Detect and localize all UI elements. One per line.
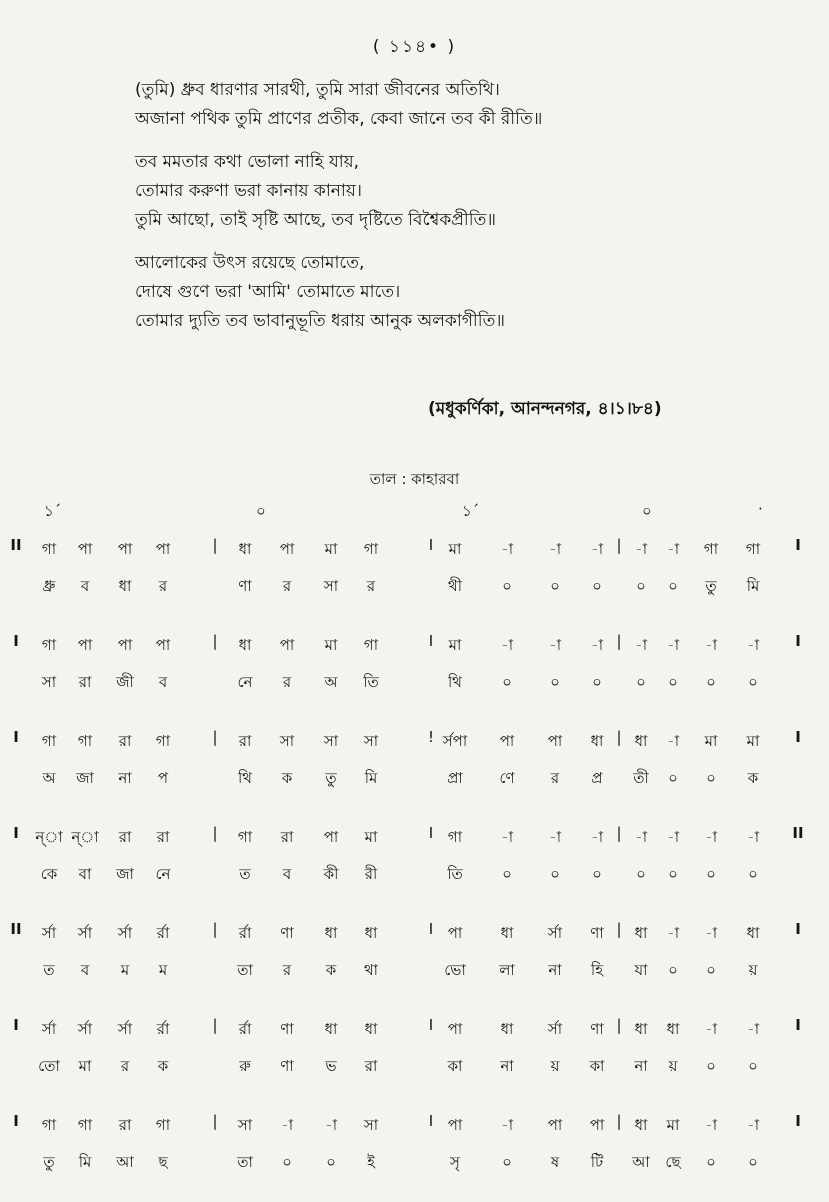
syllable-cell: নে — [155, 865, 171, 883]
syllable-cell: ণা — [280, 1057, 294, 1075]
note-cell: পা — [77, 540, 93, 558]
bar-separator: | — [212, 1112, 218, 1130]
note-cell: -া — [666, 540, 680, 558]
note-cell: র্রা — [238, 924, 252, 942]
note-cell: ধা — [364, 924, 378, 942]
syllable-cell: অ — [324, 673, 338, 691]
note-cell: -া — [548, 540, 562, 558]
start-barline: I — [13, 1016, 19, 1034]
syllable-cell: তু — [705, 577, 717, 595]
start-barline: I — [13, 632, 19, 650]
beat-marker: ০ — [642, 502, 652, 520]
note-cell: মা — [448, 540, 462, 558]
note-cell: -া — [746, 828, 760, 846]
note-cell: ধা — [238, 540, 252, 558]
note-cell: -া — [548, 636, 562, 654]
note-cell: র্সা — [41, 924, 57, 942]
note-cell: মা — [746, 732, 760, 750]
note-cell: -া — [500, 1116, 514, 1134]
syllable-cell: র — [282, 673, 292, 691]
note-cell: র্সা — [547, 924, 563, 942]
note-cell: ণা — [280, 1020, 294, 1038]
syllable-cell: ০ — [706, 769, 716, 787]
syllable-cell: ০ — [282, 1153, 292, 1171]
lyrics-stanza — [135, 249, 775, 336]
syllable-cell: র — [158, 577, 168, 595]
note-cell: পা — [589, 1116, 605, 1134]
bar-separator: | — [212, 728, 218, 746]
syllable-row — [0, 759, 829, 796]
syllable-cell: প — [157, 769, 169, 787]
syllable-cell: য় — [748, 961, 758, 979]
syllable-cell: ০ — [592, 673, 602, 691]
bar-separator: | — [212, 1016, 218, 1034]
notation-row — [0, 1106, 829, 1143]
note-cell: মা — [448, 636, 462, 654]
note-cell: ধা — [324, 924, 338, 942]
notation-row — [0, 818, 829, 855]
syllable-cell: ০ — [706, 673, 716, 691]
lyrics-line: অজানা পথিক তুমি প্রাণের প্রতীক, কেবা জানে তব কী রীতি॥ — [135, 109, 543, 129]
note-cell: পা — [279, 636, 295, 654]
syllable-cell: ছে — [665, 1153, 681, 1171]
note-cell: গা — [363, 540, 379, 558]
syllable-cell: ব — [282, 865, 292, 883]
note-cell: ধা — [590, 732, 604, 750]
syllable-cell: ছ — [158, 1153, 168, 1171]
syllable-cell: ০ — [550, 577, 560, 595]
syllable-cell: রী — [364, 865, 378, 883]
bar-separator: | — [212, 920, 218, 938]
note-cell: পা — [499, 732, 515, 750]
note-cell: -া — [280, 1116, 294, 1134]
syllable-row — [0, 567, 829, 604]
syllable-cell: ব — [80, 961, 90, 979]
syllable-cell: ০ — [502, 1153, 512, 1171]
syllable-cell: র — [550, 769, 560, 787]
bar-separator: ! — [427, 728, 434, 746]
syllable-cell: ম — [120, 961, 130, 979]
syllable-cell: যা — [634, 961, 648, 979]
bar-separator: | — [212, 824, 218, 842]
note-cell: ণা — [280, 924, 294, 942]
page-number: ( ১১৪• ) — [372, 37, 457, 57]
note-cell: গা — [41, 732, 57, 750]
note-cell: -া — [324, 1116, 338, 1134]
note-cell: রা — [156, 828, 170, 846]
note-cell: গা — [363, 636, 379, 654]
note-cell: -া — [704, 636, 718, 654]
syllable-cell: ০ — [706, 1153, 716, 1171]
syllable-cell: জা — [116, 865, 134, 883]
syllable-cell: মি — [78, 1153, 92, 1171]
lyrics-stanza — [135, 148, 775, 235]
beat-markers — [0, 500, 829, 526]
note-cell: -া — [590, 828, 604, 846]
syllable-cell: মা — [78, 1057, 92, 1075]
note-cell: ন্া — [71, 828, 99, 846]
note-cell: পা — [155, 540, 171, 558]
syllable-cell: ০ — [706, 961, 716, 979]
note-cell: ধা — [634, 732, 648, 750]
syllable-cell: ভো — [444, 961, 466, 979]
note-cell: পা — [77, 636, 93, 654]
syllable-cell: ষ — [550, 1153, 560, 1171]
bar-separator: | — [616, 728, 622, 746]
syllable-cell: র — [120, 1057, 130, 1075]
bar-separator: | — [212, 536, 218, 554]
note-cell: -া — [704, 1116, 718, 1134]
syllable-cell: ০ — [326, 1153, 336, 1171]
syllable-cell: ভ — [325, 1057, 337, 1075]
lyrics-line: আলোকের উৎস রয়েছে তোমাতে, — [135, 253, 365, 273]
note-cell: মা — [364, 828, 378, 846]
end-barline: I — [795, 728, 801, 746]
note-cell: সা — [363, 1116, 379, 1134]
syllable-cell: ক — [281, 769, 293, 787]
bar-separator: I — [428, 632, 434, 650]
syllable-cell: কা — [589, 1057, 605, 1075]
syllable-cell: ০ — [668, 577, 678, 595]
notation-row — [0, 914, 829, 951]
syllable-cell: ০ — [668, 865, 678, 883]
note-cell: পা — [117, 636, 133, 654]
syllable-cell: মি — [364, 769, 378, 787]
syllable-cell: ০ — [636, 673, 646, 691]
syllable-cell: লা — [499, 961, 515, 979]
syllable-row — [0, 855, 829, 892]
note-cell: মা — [666, 1116, 680, 1134]
note-cell: পা — [447, 1020, 463, 1038]
note-cell: রা — [238, 732, 252, 750]
syllable-cell: তা — [237, 961, 253, 979]
note-cell: র্সা — [547, 1020, 563, 1038]
note-cell: সা — [237, 1116, 253, 1134]
lyrics-line: (তুমি) ধ্রুব ধারণার সারথী, তুমি সারা জীবনের অতিথি। — [135, 80, 500, 100]
end-barline: I — [795, 920, 801, 938]
syllable-cell: ০ — [636, 577, 646, 595]
syllable-cell: তী — [633, 769, 649, 787]
note-cell: -া — [746, 636, 760, 654]
note-cell: -া — [590, 540, 604, 558]
note-cell: র্রা — [238, 1020, 252, 1038]
note-cell: পা — [323, 828, 339, 846]
end-barline: I — [795, 1112, 801, 1130]
syllable-cell: রা — [364, 1057, 378, 1075]
note-cell: মা — [324, 636, 338, 654]
syllable-cell: ০ — [636, 865, 646, 883]
syllable-row — [0, 951, 829, 988]
notation-row — [0, 626, 829, 663]
start-barline: I — [13, 728, 19, 746]
syllable-cell: ০ — [748, 1153, 758, 1171]
note-cell: র্সা — [77, 924, 93, 942]
lyrics-line: তোমার করুণা ভরা কানায় কানায়। — [135, 181, 362, 201]
lyrics-line: তোমার দ্যুতি তব ভাবানুভূতি ধরায় আনুক অলকাগীতি॥ — [135, 311, 505, 331]
syllable-cell: ম — [158, 961, 168, 979]
syllable-cell: ০ — [550, 865, 560, 883]
syllable-cell: ০ — [502, 865, 512, 883]
end-barline: II — [792, 824, 804, 842]
lyrics-line: তুমি আছো, তাই সৃষ্টি আছে, তব দৃষ্টিতে বিশ্বৈকপ্রীতি॥ — [135, 210, 497, 230]
note-cell: গা — [703, 540, 719, 558]
note-cell: ন্া — [35, 828, 63, 846]
syllable-row — [0, 1143, 829, 1180]
syllable-cell: ০ — [502, 673, 512, 691]
note-cell: ধা — [666, 1020, 680, 1038]
syllable-cell: র — [282, 577, 292, 595]
syllable-cell: র — [282, 961, 292, 979]
syllable-cell: রা — [78, 673, 92, 691]
syllable-cell: আ — [116, 1153, 134, 1171]
note-cell: ধা — [500, 1020, 514, 1038]
syllable-cell: বা — [78, 865, 92, 883]
note-cell: -া — [704, 828, 718, 846]
syllable-cell: ০ — [668, 961, 678, 979]
end-barline: I — [795, 632, 801, 650]
syllable-cell: য় — [550, 1057, 560, 1075]
syllable-cell: অ — [42, 769, 56, 787]
note-cell: র্রা — [156, 924, 170, 942]
syllable-cell: তো — [38, 1057, 60, 1075]
bar-separator: | — [616, 536, 622, 554]
lyrics-line: তব মমতার কথা ভোলা নাহি যায়, — [135, 152, 360, 172]
syllable-cell: না — [548, 961, 562, 979]
syllable-cell: সৃ — [450, 1153, 460, 1171]
syllable-cell: ব — [158, 673, 168, 691]
syllable-cell: হি — [590, 961, 604, 979]
syllable-cell: তু — [43, 1153, 55, 1171]
note-cell: গা — [155, 732, 171, 750]
note-cell: র্রা — [156, 1020, 170, 1038]
syllable-cell: র — [366, 577, 376, 595]
syllable-cell: সা — [323, 577, 339, 595]
start-barline: I — [13, 824, 19, 842]
note-cell: সা — [363, 732, 379, 750]
note-cell: গা — [237, 828, 253, 846]
source-citation: (মধুকর্ণিকা, আনন্দনগর, ৪।১।৮৪) — [428, 399, 662, 419]
note-cell: ধা — [634, 924, 648, 942]
note-cell: র্সা — [41, 1020, 57, 1038]
note-cell: গা — [745, 540, 761, 558]
note-cell: পা — [547, 732, 563, 750]
bar-separator: I — [428, 824, 434, 842]
syllable-cell: ০ — [668, 673, 678, 691]
note-cell: -া — [634, 828, 648, 846]
note-cell: -া — [746, 1116, 760, 1134]
note-cell: গা — [447, 828, 463, 846]
syllable-cell: ০ — [502, 577, 512, 595]
note-cell: ধা — [364, 1020, 378, 1038]
bar-separator: | — [616, 1016, 622, 1034]
note-cell: -া — [746, 1020, 760, 1038]
syllable-cell: ক — [157, 1057, 169, 1075]
syllable-cell: ব — [80, 577, 90, 595]
end-barline: I — [795, 1016, 801, 1034]
bar-separator: I — [428, 920, 434, 938]
note-cell: সা — [323, 732, 339, 750]
note-cell: -া — [548, 828, 562, 846]
syllable-cell: থি — [447, 673, 462, 691]
syllable-cell: আ — [632, 1153, 650, 1171]
syllable-row — [0, 1047, 829, 1084]
syllable-cell: ০ — [748, 1057, 758, 1075]
syllable-cell: ০ — [592, 577, 602, 595]
syllable-cell: ই — [367, 1153, 375, 1171]
syllable-cell: ০ — [748, 865, 758, 883]
note-cell: ধা — [500, 924, 514, 942]
syllable-cell: ক — [325, 961, 337, 979]
note-cell: র্সা — [117, 924, 133, 942]
syllable-cell: প্রা — [447, 769, 463, 787]
syllable-cell: রু — [239, 1057, 251, 1075]
syllable-cell: নে — [237, 673, 253, 691]
note-cell: -া — [590, 636, 604, 654]
syllable-cell: য় — [668, 1057, 678, 1075]
note-cell: -া — [634, 636, 648, 654]
note-cell: গা — [77, 732, 93, 750]
notation-row — [0, 1010, 829, 1047]
note-cell: পা — [279, 540, 295, 558]
note-cell: পা — [547, 1116, 563, 1134]
syllable-cell: তা — [237, 1153, 253, 1171]
note-cell: -া — [634, 540, 648, 558]
bar-separator: | — [616, 632, 622, 650]
start-barline: II — [10, 536, 22, 554]
syllable-cell: ০ — [706, 865, 716, 883]
bar-separator: I — [428, 536, 434, 554]
lyrics-line: দোষে গুণে ভরা 'আমি' তোমাতে মাতে। — [135, 282, 401, 302]
syllable-cell: প্র — [591, 769, 603, 787]
note-cell: ধা — [634, 1116, 648, 1134]
syllable-cell: ০ — [706, 1057, 716, 1075]
syllable-cell: ণা — [238, 577, 252, 595]
note-cell: গা — [77, 1116, 93, 1134]
syllable-cell: মি — [746, 577, 760, 595]
syllable-cell: টি — [590, 1153, 604, 1171]
notation-row — [0, 530, 829, 567]
bar-separator: | — [212, 632, 218, 650]
note-cell: -া — [500, 540, 514, 558]
note-cell: ধা — [238, 636, 252, 654]
note-cell: ণা — [590, 1020, 604, 1038]
bar-separator: I — [428, 1016, 434, 1034]
beat-marker: ১´ — [44, 502, 62, 520]
syllable-cell: ত — [43, 961, 55, 979]
syllable-cell: ০ — [550, 673, 560, 691]
syllable-cell: ণে — [499, 769, 515, 787]
lyrics-stanza — [135, 76, 775, 134]
note-cell: র্সা — [117, 1020, 133, 1038]
notation-table — [0, 530, 829, 1202]
note-cell: পা — [155, 636, 171, 654]
syllable-cell: কী — [323, 865, 339, 883]
syllable-cell: সা — [41, 673, 57, 691]
bar-separator: I — [428, 1112, 434, 1130]
beat-marker: ০ — [256, 502, 266, 520]
note-cell: -া — [704, 924, 718, 942]
note-cell: গা — [155, 1116, 171, 1134]
syllable-cell: ০ — [668, 769, 678, 787]
note-cell: পা — [447, 1116, 463, 1134]
note-cell: র্সপা — [442, 732, 468, 750]
note-cell: ণা — [590, 924, 604, 942]
bar-separator: | — [616, 824, 622, 842]
syllable-cell: ০ — [748, 673, 758, 691]
beat-marker: · — [758, 500, 763, 518]
syllable-cell: ধ্রু — [42, 577, 56, 595]
tala-heading: তাল : কাহারবা — [369, 470, 460, 488]
syllable-cell: তি — [447, 865, 463, 883]
syllable-cell: কে — [40, 865, 58, 883]
note-cell: গা — [41, 1116, 57, 1134]
syllable-cell: থি — [237, 769, 252, 787]
note-cell: রা — [118, 828, 132, 846]
beat-marker: ১´ — [462, 502, 480, 520]
syllable-cell: না — [634, 1057, 648, 1075]
note-cell: রা — [118, 1116, 132, 1134]
note-cell: পা — [447, 924, 463, 942]
note-cell: -া — [500, 828, 514, 846]
note-cell: মা — [704, 732, 718, 750]
syllable-cell: না — [500, 1057, 514, 1075]
syllable-cell: না — [118, 769, 132, 787]
lyrics-block — [135, 76, 775, 350]
note-cell: ধা — [324, 1020, 338, 1038]
note-cell: র্সা — [77, 1020, 93, 1038]
note-cell: -া — [666, 924, 680, 942]
start-barline: I — [13, 1112, 19, 1130]
note-cell: পা — [117, 540, 133, 558]
syllable-cell: জী — [116, 673, 134, 691]
note-cell: -া — [666, 636, 680, 654]
syllable-cell: ০ — [592, 865, 602, 883]
note-cell: ধা — [634, 1020, 648, 1038]
note-cell: গা — [41, 636, 57, 654]
syllable-cell: থী — [447, 577, 462, 595]
note-cell: রা — [280, 828, 294, 846]
syllable-row — [0, 663, 829, 700]
syllable-cell: ধা — [118, 577, 132, 595]
start-barline: II — [10, 920, 22, 938]
bar-separator: | — [616, 920, 622, 938]
syllable-cell: তি — [363, 673, 379, 691]
note-cell: -া — [666, 732, 680, 750]
notation-row — [0, 722, 829, 759]
note-cell: ধা — [746, 924, 760, 942]
syllable-cell: তু — [325, 769, 337, 787]
syllable-cell: ক — [747, 769, 759, 787]
syllable-cell: ত — [239, 865, 251, 883]
note-cell: -া — [704, 1020, 718, 1038]
syllable-cell: জা — [76, 769, 94, 787]
end-barline: I — [795, 536, 801, 554]
note-cell: রা — [118, 732, 132, 750]
note-cell: -া — [666, 828, 680, 846]
note-cell: গা — [41, 540, 57, 558]
note-cell: -া — [500, 636, 514, 654]
note-cell: সা — [279, 732, 295, 750]
syllable-cell: কা — [447, 1057, 463, 1075]
bar-separator: | — [616, 1112, 622, 1130]
syllable-cell: থা — [363, 961, 379, 979]
note-cell: মা — [324, 540, 338, 558]
